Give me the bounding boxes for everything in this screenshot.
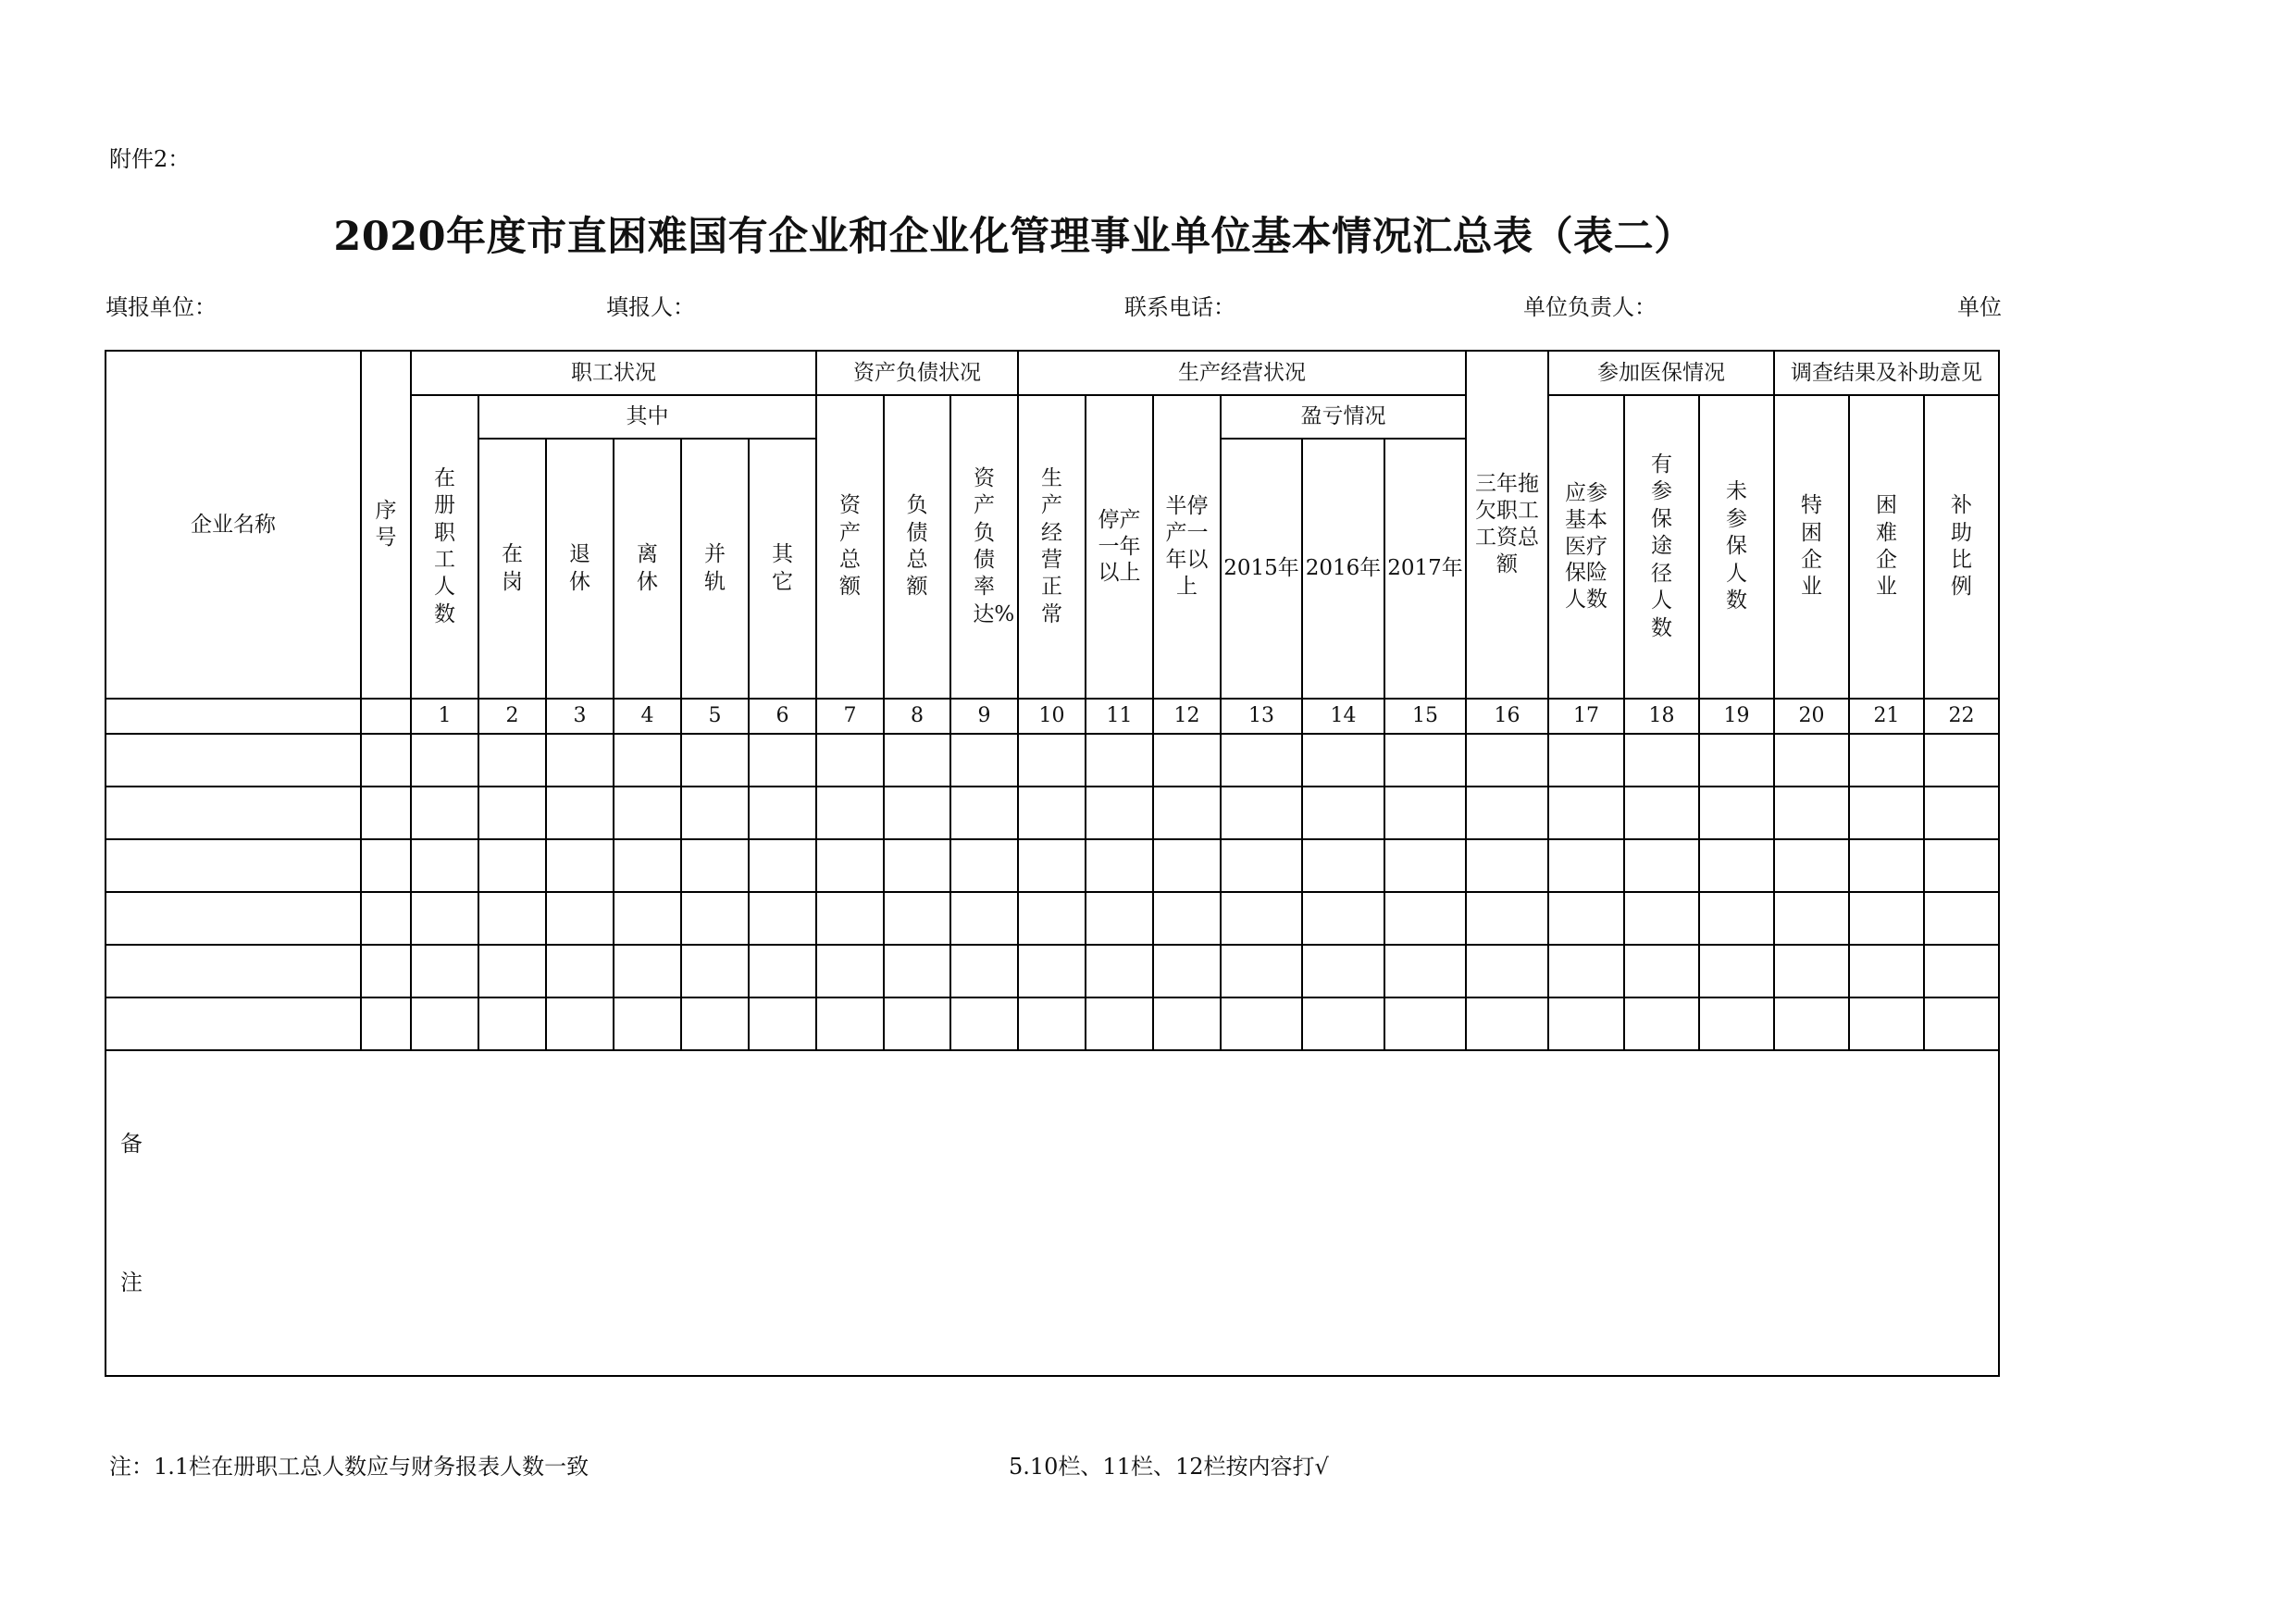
data-cell[interactable] — [105, 787, 361, 839]
header-registered: 在册职工人数 — [411, 395, 478, 699]
data-cell[interactable] — [1466, 945, 1548, 997]
column-number: 7 — [816, 699, 884, 734]
data-cell[interactable] — [1018, 997, 1086, 1050]
data-cell[interactable] — [1548, 734, 1624, 787]
data-cell[interactable] — [105, 997, 361, 1050]
data-cell[interactable] — [546, 945, 614, 997]
header-debt-ratio: 资产负债率达% — [950, 395, 1018, 699]
data-row — [105, 787, 1999, 839]
data-cell[interactable] — [1774, 787, 1849, 839]
header-has-channel: 有参保途径人数 — [1624, 395, 1699, 699]
data-cell[interactable] — [1624, 787, 1699, 839]
data-cell[interactable] — [749, 839, 816, 892]
meta-filler: 填报人： — [606, 294, 695, 320]
column-number: 17 — [1548, 699, 1624, 734]
data-cell[interactable] — [1302, 997, 1384, 1050]
data-cell[interactable] — [1466, 892, 1548, 945]
header-arrears: 三年拖欠职工工资总额 — [1466, 351, 1548, 699]
column-number: 2 — [478, 699, 546, 734]
data-cell[interactable] — [546, 997, 614, 1050]
data-cell[interactable] — [546, 839, 614, 892]
data-cell[interactable] — [1624, 945, 1699, 997]
data-cell[interactable] — [478, 787, 546, 839]
data-cell[interactable] — [1774, 997, 1849, 1050]
data-cell[interactable] — [614, 839, 681, 892]
data-cell[interactable] — [1774, 945, 1849, 997]
data-cell[interactable] — [411, 945, 478, 997]
header-left: 离休 — [614, 439, 681, 699]
data-cell[interactable] — [1774, 734, 1849, 787]
data-cell[interactable] — [1221, 997, 1302, 1050]
data-cell[interactable] — [1849, 997, 1924, 1050]
data-cell[interactable] — [1086, 734, 1153, 787]
column-number: 13 — [1221, 699, 1302, 734]
data-cell[interactable] — [1221, 839, 1302, 892]
data-cell[interactable] — [1924, 734, 1999, 787]
header-2015: 2015年 — [1221, 439, 1302, 699]
data-cell[interactable] — [884, 997, 950, 1050]
header-half-stopped: 半停产一年以上 — [1153, 395, 1221, 699]
meta-leader: 单位负责人： — [1523, 294, 1657, 320]
data-cell[interactable] — [1624, 997, 1699, 1050]
data-cell[interactable] — [1849, 945, 1924, 997]
data-cell[interactable] — [1624, 892, 1699, 945]
data-cell[interactable] — [478, 945, 546, 997]
data-cell[interactable] — [816, 945, 884, 997]
remarks-row — [105, 1050, 1999, 1376]
data-cell[interactable] — [1018, 734, 1086, 787]
data-cell[interactable] — [1086, 839, 1153, 892]
data-cell[interactable] — [950, 734, 1018, 787]
data-cell[interactable] — [1221, 892, 1302, 945]
data-cell[interactable] — [1624, 839, 1699, 892]
header-group-asset: 资产负债状况 — [816, 351, 1018, 395]
summary-table — [105, 350, 2000, 1377]
data-cell[interactable] — [361, 945, 411, 997]
data-cell[interactable] — [546, 787, 614, 839]
data-cell[interactable] — [411, 997, 478, 1050]
data-row — [105, 892, 1999, 945]
data-cell[interactable] — [1466, 734, 1548, 787]
header-merged: 并轨 — [681, 439, 749, 699]
data-cell[interactable] — [1018, 945, 1086, 997]
column-number: 4 — [614, 699, 681, 734]
data-cell[interactable] — [1153, 787, 1221, 839]
data-cell[interactable] — [884, 787, 950, 839]
header-group-staff: 职工状况 — [411, 351, 816, 395]
data-cell[interactable] — [361, 997, 411, 1050]
header-retired: 退休 — [546, 439, 614, 699]
remarks-cell[interactable] — [105, 1050, 1999, 1376]
data-cell[interactable] — [749, 734, 816, 787]
header-group-production: 生产经营状况 — [1018, 351, 1466, 395]
data-cell[interactable] — [411, 839, 478, 892]
column-number: 11 — [1086, 699, 1153, 734]
header-subsidy-ratio: 补助比例 — [1924, 395, 1999, 699]
header-should-insure: 应参基本医疗保险人数 — [1548, 395, 1624, 699]
data-cell[interactable] — [105, 945, 361, 997]
header-poor: 困难企业 — [1849, 395, 1924, 699]
data-cell[interactable] — [681, 945, 749, 997]
data-cell[interactable] — [1624, 734, 1699, 787]
header-row-groups — [105, 351, 1999, 395]
footnote-2: 5.10栏、11栏、12栏按内容打√ — [1009, 1454, 1329, 1480]
data-cell[interactable] — [1018, 787, 1086, 839]
data-cell[interactable] — [681, 787, 749, 839]
header-not-insured: 未参保人数 — [1699, 395, 1774, 699]
data-cell[interactable] — [1849, 787, 1924, 839]
header-group-result: 调查结果及补助意见 — [1774, 351, 1999, 395]
data-cell[interactable] — [1466, 787, 1548, 839]
data-cell[interactable] — [816, 734, 884, 787]
data-cell[interactable] — [614, 945, 681, 997]
data-cell[interactable] — [1849, 892, 1924, 945]
data-cell[interactable] — [105, 839, 361, 892]
footnote-1: 注：1.1栏在册职工总人数应与财务报表人数一致 — [109, 1454, 590, 1480]
data-cell[interactable] — [1466, 839, 1548, 892]
data-cell[interactable] — [749, 787, 816, 839]
remarks-char-1: 备 — [120, 1131, 143, 1157]
data-cell[interactable] — [1384, 892, 1466, 945]
data-cell[interactable] — [1849, 839, 1924, 892]
data-cell[interactable] — [1153, 945, 1221, 997]
column-number: 8 — [884, 699, 950, 734]
column-number: 20 — [1774, 699, 1849, 734]
data-cell[interactable] — [105, 892, 361, 945]
data-cell[interactable] — [1086, 997, 1153, 1050]
data-row — [105, 997, 1999, 1050]
data-cell[interactable] — [1548, 945, 1624, 997]
data-cell[interactable] — [1924, 787, 1999, 839]
data-cell[interactable] — [1699, 734, 1774, 787]
data-cell[interactable] — [614, 892, 681, 945]
column-number: 21 — [1849, 699, 1924, 734]
data-cell[interactable] — [411, 892, 478, 945]
data-cell[interactable] — [1924, 945, 1999, 997]
header-on-post: 在岗 — [478, 439, 546, 699]
data-cell[interactable] — [1699, 892, 1774, 945]
attachment-label: 附件2： — [109, 146, 191, 172]
header-total-assets: 资产总额 — [816, 395, 884, 699]
data-cell[interactable] — [1086, 945, 1153, 997]
column-number: 3 — [546, 699, 614, 734]
header-2017: 2017年 — [1384, 439, 1466, 699]
data-row — [105, 734, 1999, 787]
data-cell[interactable] — [1302, 892, 1384, 945]
data-cell[interactable] — [950, 892, 1018, 945]
data-cell[interactable] — [1924, 892, 1999, 945]
data-cell[interactable] — [361, 787, 411, 839]
data-cell[interactable] — [1153, 892, 1221, 945]
header-group-insurance: 参加医保情况 — [1548, 351, 1774, 395]
data-cell[interactable] — [1302, 787, 1384, 839]
data-cell[interactable] — [681, 734, 749, 787]
data-cell[interactable] — [1849, 734, 1924, 787]
header-sub-profit: 盈亏情况 — [1221, 395, 1466, 439]
column-number: 18 — [1624, 699, 1699, 734]
data-cell[interactable] — [478, 839, 546, 892]
data-cell[interactable] — [1384, 787, 1466, 839]
data-cell[interactable] — [546, 892, 614, 945]
meta-unit: 填报单位： — [105, 294, 217, 320]
header-2016: 2016年 — [1302, 439, 1384, 699]
data-cell[interactable] — [1221, 734, 1302, 787]
column-number: 19 — [1699, 699, 1774, 734]
meta-unit-label: 单位 — [1957, 294, 2002, 320]
data-cell[interactable] — [1548, 839, 1624, 892]
column-number: 22 — [1924, 699, 1999, 734]
data-cell[interactable] — [105, 734, 361, 787]
meta-phone: 联系电话： — [1124, 294, 1235, 320]
data-cell[interactable] — [1548, 892, 1624, 945]
header-special-poor: 特困企业 — [1774, 395, 1849, 699]
data-cell[interactable] — [1924, 997, 1999, 1050]
data-cell[interactable] — [884, 839, 950, 892]
header-seq: 序号 — [361, 351, 411, 699]
data-cell[interactable] — [816, 839, 884, 892]
data-cell[interactable] — [816, 997, 884, 1050]
data-cell[interactable] — [1221, 787, 1302, 839]
data-cell[interactable] — [1153, 734, 1221, 787]
data-cell[interactable] — [1548, 997, 1624, 1050]
column-number: 1 — [411, 699, 478, 734]
number-cell-empty — [361, 699, 411, 734]
data-cell[interactable] — [749, 997, 816, 1050]
data-row — [105, 945, 1999, 997]
data-cell[interactable] — [478, 997, 546, 1050]
column-number: 9 — [950, 699, 1018, 734]
data-cell[interactable] — [478, 734, 546, 787]
column-number: 12 — [1153, 699, 1221, 734]
data-cell[interactable] — [1384, 839, 1466, 892]
data-cell[interactable] — [361, 892, 411, 945]
data-cell[interactable] — [1699, 839, 1774, 892]
data-cell[interactable] — [1302, 734, 1384, 787]
header-sub-among: 其中 — [478, 395, 816, 439]
data-cell[interactable] — [1466, 997, 1548, 1050]
data-cell[interactable] — [816, 787, 884, 839]
data-cell[interactable] — [1086, 787, 1153, 839]
data-cell[interactable] — [1924, 839, 1999, 892]
data-cell[interactable] — [1153, 839, 1221, 892]
data-cell[interactable] — [1384, 945, 1466, 997]
data-cell[interactable] — [614, 997, 681, 1050]
data-cell[interactable] — [411, 734, 478, 787]
data-cell[interactable] — [950, 839, 1018, 892]
data-cell[interactable] — [884, 734, 950, 787]
data-cell[interactable] — [816, 892, 884, 945]
data-cell[interactable] — [681, 839, 749, 892]
data-cell[interactable] — [749, 945, 816, 997]
data-cell[interactable] — [884, 945, 950, 997]
header-company-name: 企业名称 — [105, 351, 361, 699]
data-cell[interactable] — [1086, 892, 1153, 945]
data-cell[interactable] — [1699, 997, 1774, 1050]
data-cell[interactable] — [950, 945, 1018, 997]
data-cell[interactable] — [1302, 839, 1384, 892]
column-number: 6 — [749, 699, 816, 734]
column-number-row — [105, 699, 1999, 734]
data-cell[interactable] — [1384, 734, 1466, 787]
data-cell[interactable] — [1548, 787, 1624, 839]
data-cell[interactable] — [1221, 945, 1302, 997]
data-cell[interactable] — [681, 892, 749, 945]
column-number: 16 — [1466, 699, 1548, 734]
header-other: 其它 — [749, 439, 816, 699]
column-number: 10 — [1018, 699, 1086, 734]
remarks-char-2: 注 — [120, 1270, 143, 1295]
data-cell[interactable] — [1699, 787, 1774, 839]
data-cell[interactable] — [546, 734, 614, 787]
data-cell[interactable] — [1384, 997, 1466, 1050]
data-cell[interactable] — [681, 997, 749, 1050]
data-row — [105, 839, 1999, 892]
page-title: 2020年度市直困难国有企业和企业化管理事业单位基本情况汇总表（表二） — [333, 214, 1694, 260]
column-number: 5 — [681, 699, 749, 734]
data-cell[interactable] — [1699, 945, 1774, 997]
column-number: 15 — [1384, 699, 1466, 734]
data-cell[interactable] — [1302, 945, 1384, 997]
data-cell[interactable] — [1153, 997, 1221, 1050]
data-cell[interactable] — [411, 787, 478, 839]
data-cell[interactable] — [478, 892, 546, 945]
header-stopped: 停产一年以上 — [1086, 395, 1153, 699]
header-total-debt: 负债总额 — [884, 395, 950, 699]
data-cell[interactable] — [749, 892, 816, 945]
data-cell[interactable] — [361, 734, 411, 787]
data-cell[interactable] — [1018, 839, 1086, 892]
number-cell-empty — [105, 699, 361, 734]
data-cell[interactable] — [884, 892, 950, 945]
header-normal-production: 生产经营正常 — [1018, 395, 1086, 699]
column-number: 14 — [1302, 699, 1384, 734]
data-cell[interactable] — [614, 734, 681, 787]
data-cell[interactable] — [614, 787, 681, 839]
data-cell[interactable] — [950, 787, 1018, 839]
data-cell[interactable] — [1774, 839, 1849, 892]
data-cell[interactable] — [950, 997, 1018, 1050]
data-cell[interactable] — [1018, 892, 1086, 945]
data-cell[interactable] — [361, 839, 411, 892]
data-cell[interactable] — [1774, 892, 1849, 945]
